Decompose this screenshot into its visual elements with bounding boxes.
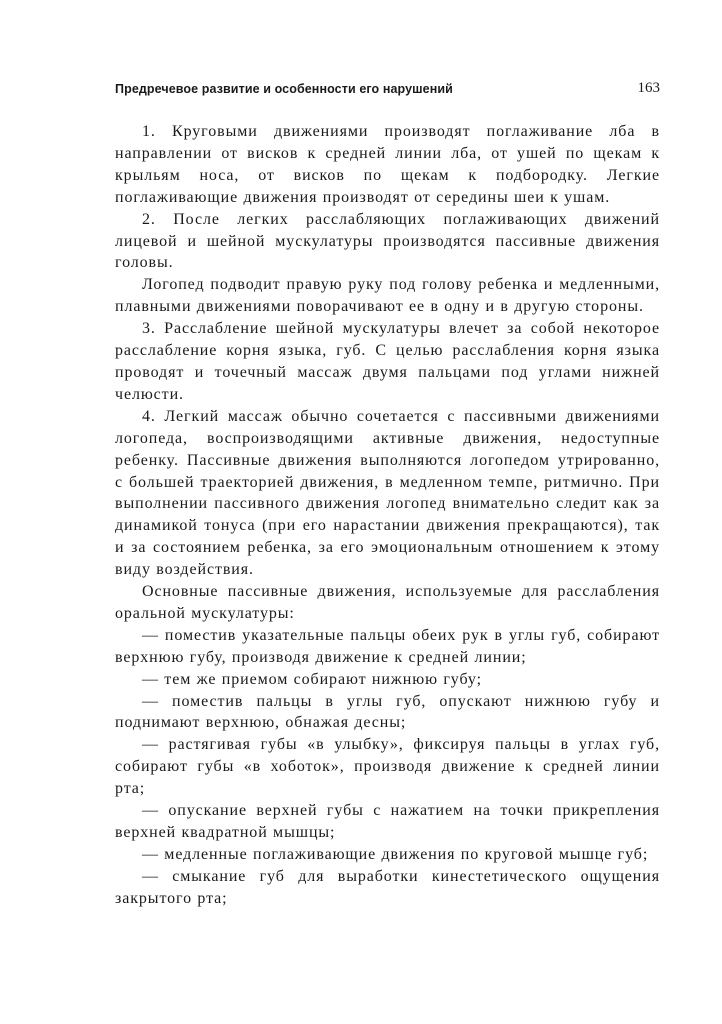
paragraph-list-intro: Основные пассивные движения, используемые для расслабления оральной мускулатуры: [115,583,660,622]
paragraph-neck-relaxation: 3. Расслабление шейной мускулатуры влечет за собой некоторое расслабление корня языка, губ. С целью расслабления корня языка проводят и точечный массаж двумя пальцами под углами нижней челюсти. [115,320,660,403]
list-item: — поместив пальцы в углы губ, опускают нижнюю губу и поднимают верхнюю, обнажая десны; [115,692,660,732]
page-header [115,80,660,102]
list-item: — поместив указательные пальцы обеих рук в углы губ, собирают верхнюю губу, производя движение к средней линии; [115,626,660,666]
paragraph-massage-circular: 1. Круговыми движениями производят поглаживание лба в направлении от висков к средней линии лба, от ушей по щекам к крыльям носа, от висков по щекам к подбородку. Легкие поглаживающие движения производят от середины шеи к ушам. [115,123,660,206]
list-item: — медленные поглаживающие движения по круговой мышце губ; [142,845,649,863]
list-item: — смыкание губ для выработки кинестетического ощущения закрытого рта; [115,867,660,907]
body-text [115,121,660,910]
running-title: Предречевое развитие и особенности его нарушений [115,82,453,96]
list-item: — тем же приемом собирают нижнюю губу; [142,670,482,688]
paragraph-passive-head-movements: 2. После легких расслабляющих поглаживающих движений лицевой и шейной мускулатуры производятся пассивные движения головы. [115,210,660,272]
list-item: — опускание верхней губы с нажатием на точки прикрепления верхней квадратной мышцы; [115,802,660,841]
list-item: — растягивая губы «в улыбку», фиксируя пальцы в углах губ, собирают губы «в хоботок», производя движение к средней линии рта; [115,736,660,798]
paragraph-passive-movements: 4. Легкий массаж обычно сочетается с пассивными движениями логопеда, воспроизводящими активные движения, недоступные ребенку. Пассивные движения выполняются логопедом утрированно, с большей траекторией движения, в медленном темпе, ритмично. При выполнении пассивного движения логопед внимательно следит как за динамикой тонуса (при его нарастании движения прекращаются), так и за состоянием ребенка, за его эмоциональным отношением к этому виду воздействия. [115,407,660,579]
page-number: 163 [637,80,660,96]
paragraph-head-turning: Логопед подводит правую руку под голову ребенка и медленными, плавными движениями поворачивают ее в одну и в другую стороны. [115,276,660,316]
